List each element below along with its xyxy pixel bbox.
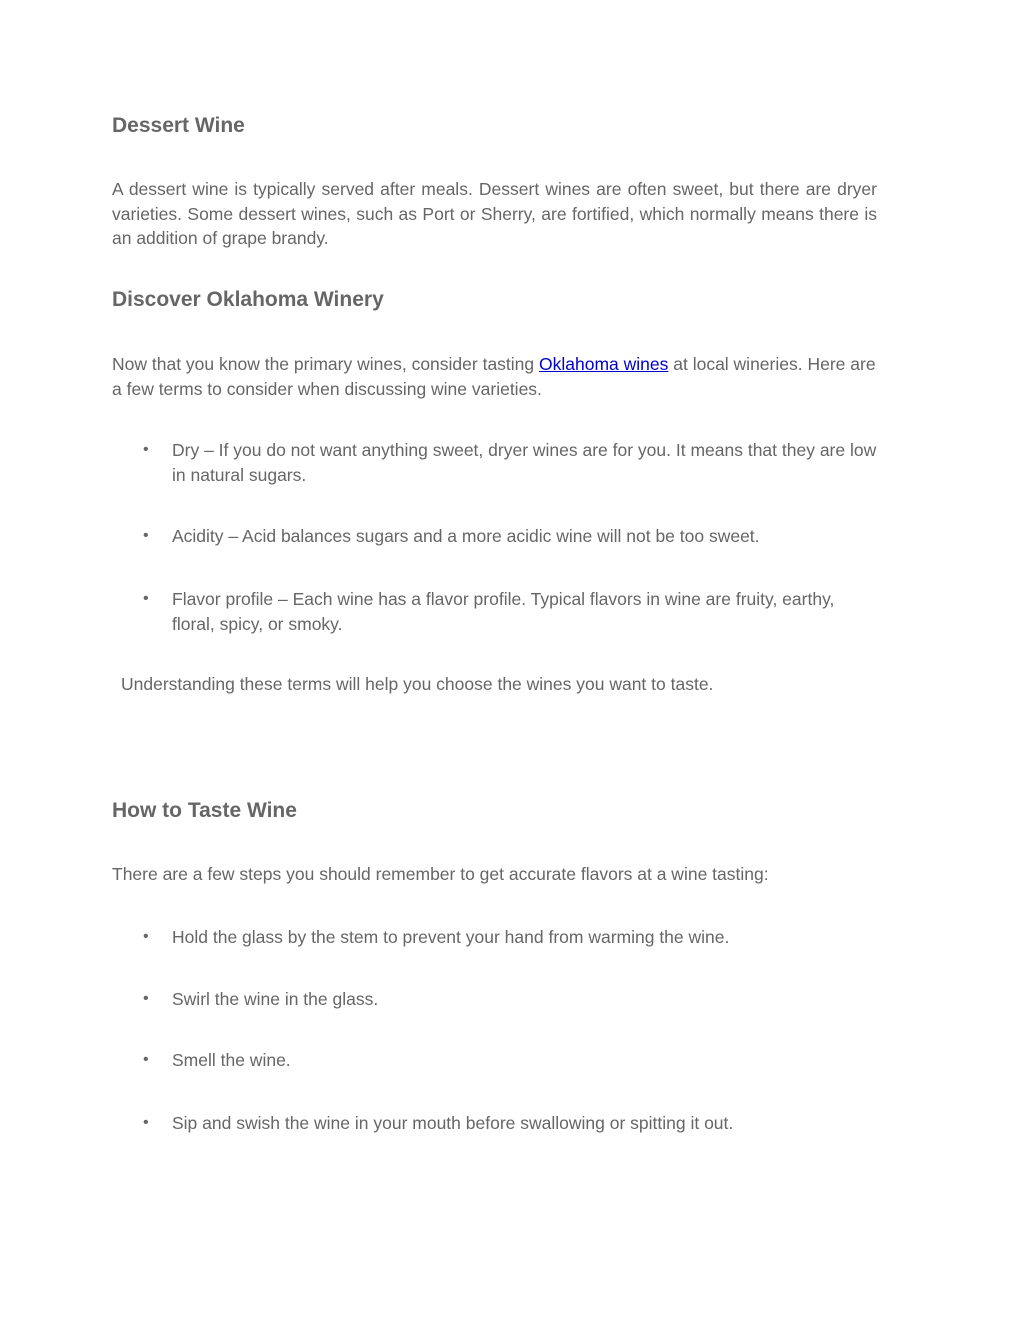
heading-discover-oklahoma-winery: Discover Oklahoma Winery xyxy=(112,288,384,311)
bullet-glyph: • xyxy=(143,590,149,607)
heading-dessert-wine: Dessert Wine xyxy=(112,114,245,137)
list-item-dry: Dry – If you do not want anything sweet, dryer wines are for you. It means that they are low in natural sugars. xyxy=(172,440,877,485)
list-item-flavor-profile: Flavor profile – Each wine has a flavor profile. Typical flavors in wine are fruity, earthy, floral, spicy, or smoky. xyxy=(172,589,835,634)
paragraph-discover-intro xyxy=(112,352,877,401)
oklahoma-wines-link[interactable]: Oklahoma wines xyxy=(539,354,669,374)
intro-text-after: at local wineries. Here are a few terms to consider when discussing wine varieties. xyxy=(112,354,876,399)
list-item-acidity: Acidity – Acid balances sugars and a more acidic wine will not be too sweet. xyxy=(172,526,760,546)
bullet-glyph: • xyxy=(143,441,149,458)
list-item-sip-swish: Sip and swish the wine in your mouth before swallowing or spitting it out. xyxy=(172,1113,734,1133)
bullet-glyph: • xyxy=(143,1114,149,1131)
list-item-smell: Smell the wine. xyxy=(172,1050,291,1070)
bullet-glyph: • xyxy=(143,527,149,544)
intro-text-before: Now that you know the primary wines, consider tasting xyxy=(112,354,539,374)
paragraph-dessert-wine: A dessert wine is typically served after meals. Dessert wines are often sweet, but there are dryer varieties. Some dessert wines, such as Port or Sherry, are fortified, which normally means there is an addition of grape brandy. xyxy=(112,179,877,248)
bullet-glyph: • xyxy=(143,928,149,945)
bullet-glyph: • xyxy=(143,1051,149,1068)
list-item-swirl: Swirl the wine in the glass. xyxy=(172,989,379,1009)
list-item-hold-glass: Hold the glass by the stem to prevent your hand from warming the wine. xyxy=(172,927,730,947)
bullet-glyph: • xyxy=(143,990,149,1007)
heading-how-to-taste-wine: How to Taste Wine xyxy=(112,799,297,822)
paragraph-taste-intro: There are a few steps you should remember to get accurate flavors at a wine tasting: xyxy=(112,864,769,884)
paragraph-discover-closing: Understanding these terms will help you choose the wines you want to taste. xyxy=(121,674,714,694)
